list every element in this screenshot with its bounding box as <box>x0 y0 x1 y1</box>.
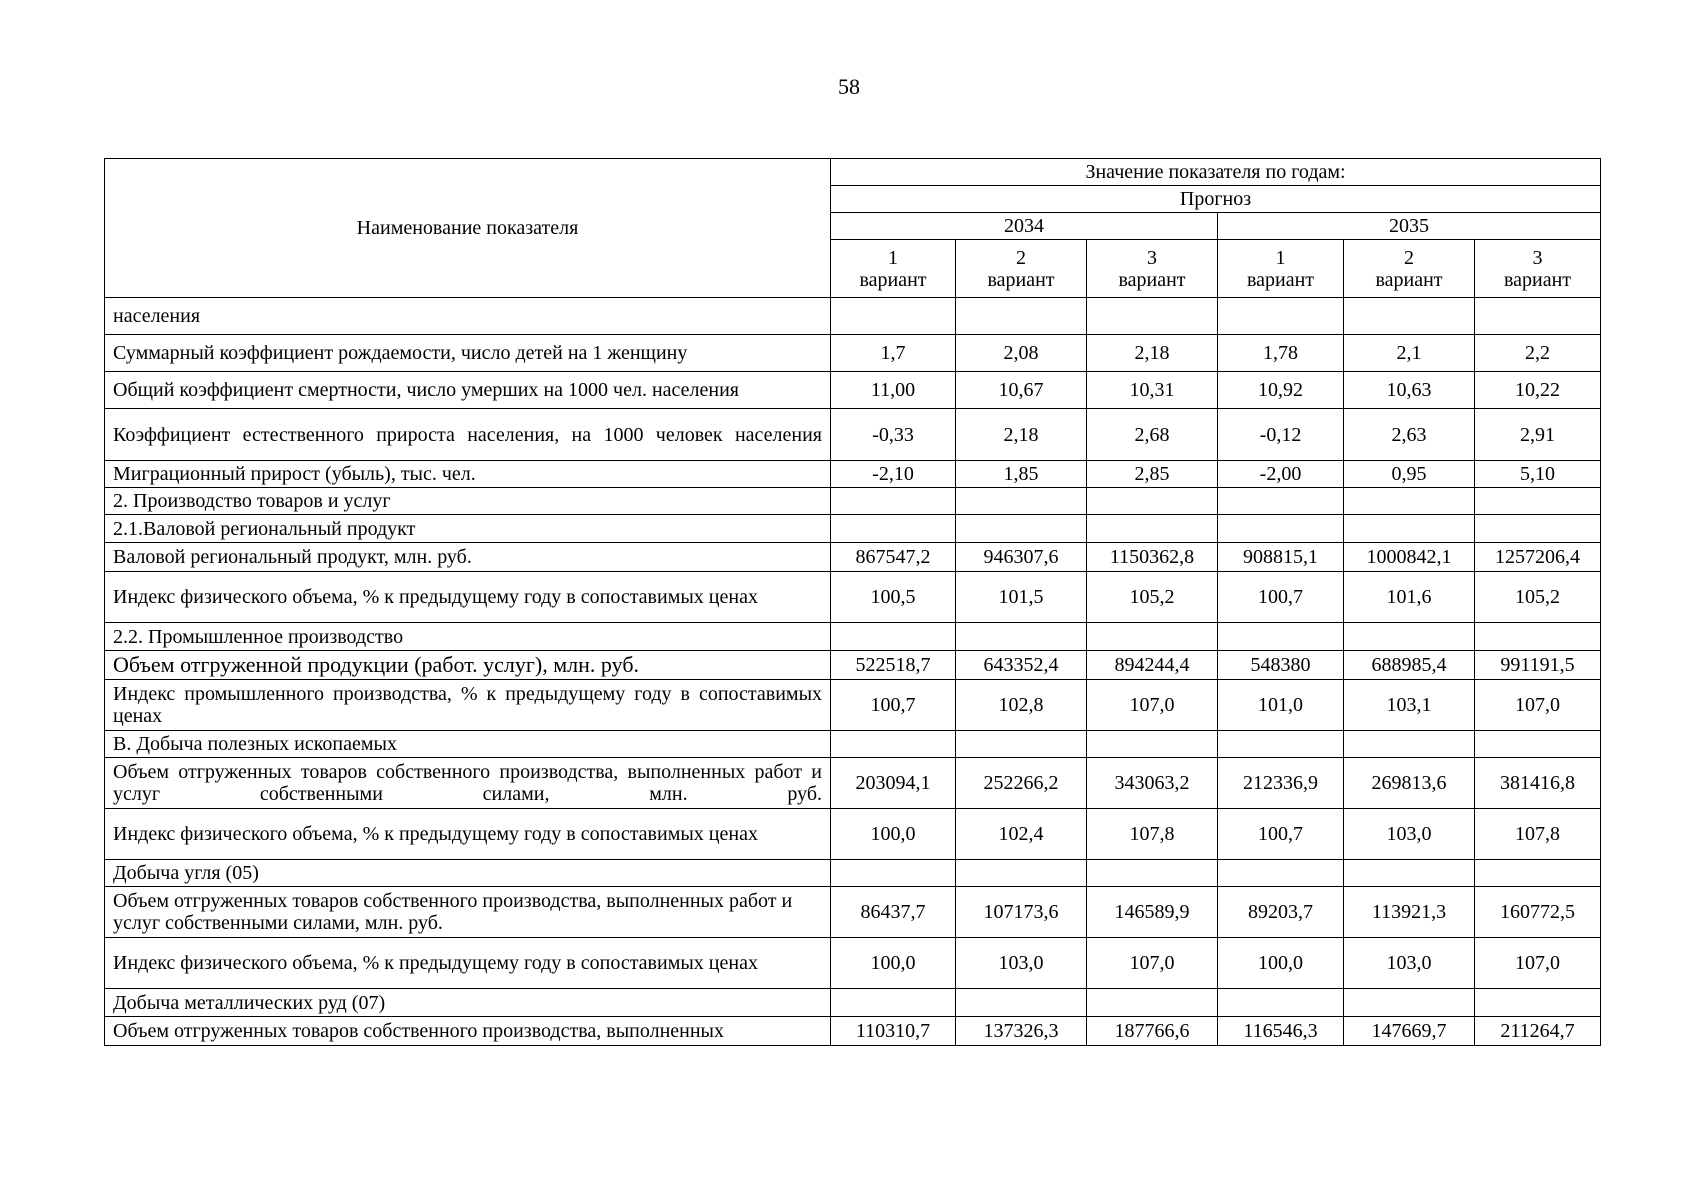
table-row <box>105 758 1601 809</box>
variant-header <box>1475 240 1601 298</box>
indicator-name-cell: Объем отгруженных товаров собственного производства, выполненных <box>105 1017 831 1046</box>
value-cell <box>1218 731 1344 758</box>
value-cell: 1,7 <box>831 335 956 372</box>
value-cell: 203094,1 <box>831 758 956 809</box>
value-cell: 160772,5 <box>1475 887 1601 938</box>
page-number: 58 <box>838 74 860 99</box>
value-cell <box>1344 515 1475 543</box>
value-cell: 101,5 <box>956 572 1087 623</box>
indicator-name-cell: Суммарный коэффициент рождаемости, число детей на 1 женщину <box>105 335 831 372</box>
value-cell <box>1218 515 1344 543</box>
value-cell <box>1344 989 1475 1017</box>
value-cell: 103,0 <box>1344 938 1475 989</box>
indicator-table <box>104 158 1601 1046</box>
value-cell <box>1087 298 1218 335</box>
year-2034-header: 2034 <box>831 213 1218 240</box>
variant-header <box>1087 240 1218 298</box>
value-cell: 548380 <box>1218 651 1344 680</box>
value-cell: 10,31 <box>1087 372 1218 409</box>
indicator-name-cell: Индекс физического объема, % к предыдущему году в сопоставимых ценах <box>105 572 831 623</box>
table-row <box>105 680 1601 731</box>
value-cell: 343063,2 <box>1087 758 1218 809</box>
value-cell: 2,1 <box>1344 335 1475 372</box>
value-cell: 107173,6 <box>956 887 1087 938</box>
value-cell: 10,92 <box>1218 372 1344 409</box>
table-row <box>105 623 1601 651</box>
value-cell <box>1087 623 1218 651</box>
indicator-name-cell: населения <box>105 298 831 335</box>
value-cell <box>956 298 1087 335</box>
value-cell <box>1475 623 1601 651</box>
value-cell <box>1218 989 1344 1017</box>
value-cell: 867547,2 <box>831 543 956 572</box>
variant-number: 1 <box>1275 246 1286 269</box>
value-cell <box>956 731 1087 758</box>
value-cell <box>831 623 956 651</box>
values-by-year-header: Значение показателя по годам: <box>831 159 1601 186</box>
value-cell: 381416,8 <box>1475 758 1601 809</box>
value-cell <box>831 860 956 887</box>
value-cell <box>831 515 956 543</box>
variant-label: вариант <box>1503 268 1572 291</box>
table-row <box>105 572 1601 623</box>
value-cell: 2,18 <box>1087 335 1218 372</box>
value-cell: 100,5 <box>831 572 956 623</box>
value-cell: 100,7 <box>1218 572 1344 623</box>
indicator-name-cell: Добыча металлических руд (07) <box>105 989 831 1017</box>
value-cell: 1,78 <box>1218 335 1344 372</box>
value-cell: 107,0 <box>1087 680 1218 731</box>
table-row <box>105 809 1601 860</box>
value-cell <box>1475 298 1601 335</box>
value-cell: 2,08 <box>956 335 1087 372</box>
value-cell <box>1475 731 1601 758</box>
table-row <box>105 1017 1601 1046</box>
value-cell <box>956 860 1087 887</box>
value-cell <box>1344 731 1475 758</box>
variant-number: 2 <box>1016 246 1026 269</box>
value-cell: 107,0 <box>1475 938 1601 989</box>
value-cell: 107,8 <box>1475 809 1601 860</box>
table-row <box>105 938 1601 989</box>
table-row <box>105 651 1601 680</box>
value-cell: 100,7 <box>831 680 956 731</box>
forecast-header: Прогноз <box>831 186 1601 213</box>
value-cell: 105,2 <box>1087 572 1218 623</box>
value-cell: 86437,7 <box>831 887 956 938</box>
value-cell: 1000842,1 <box>1344 543 1475 572</box>
value-cell: 894244,4 <box>1087 651 1218 680</box>
variant-header <box>1344 240 1475 298</box>
indicator-name-cell: Индекс физического объема, % к предыдущему году в сопоставимых ценах <box>105 938 831 989</box>
value-cell <box>1344 623 1475 651</box>
value-cell: 187766,6 <box>1087 1017 1218 1046</box>
value-cell: 522518,7 <box>831 651 956 680</box>
table-row <box>105 543 1601 572</box>
indicator-name-cell: Индекс промышленного производства, % к предыдущему году в сопоставимых ценах <box>105 680 831 731</box>
year-2035-header: 2035 <box>1218 213 1601 240</box>
value-cell: -0,12 <box>1218 409 1344 461</box>
value-cell <box>1218 860 1344 887</box>
value-cell <box>956 488 1087 515</box>
variant-header <box>956 240 1087 298</box>
value-cell: 103,0 <box>1344 809 1475 860</box>
value-cell: -2,00 <box>1218 461 1344 488</box>
value-cell <box>831 989 956 1017</box>
value-cell <box>1475 989 1601 1017</box>
value-cell: 146589,9 <box>1087 887 1218 938</box>
value-cell <box>1344 298 1475 335</box>
value-cell: 2,2 <box>1475 335 1601 372</box>
variant-label: вариант <box>1375 268 1443 291</box>
indicator-name-cell: 2.1.Валовой региональный продукт <box>105 515 831 543</box>
value-cell: 1150362,8 <box>1087 543 1218 572</box>
indicator-name-cell: B. Добыча полезных ископаемых <box>105 731 831 758</box>
value-cell: 991191,5 <box>1475 651 1601 680</box>
value-cell: 0,95 <box>1344 461 1475 488</box>
value-cell: 211264,7 <box>1475 1017 1601 1046</box>
value-cell: 137326,3 <box>956 1017 1087 1046</box>
value-cell <box>831 488 956 515</box>
value-cell <box>1087 515 1218 543</box>
value-cell: 1257206,4 <box>1475 543 1601 572</box>
value-cell <box>1087 488 1218 515</box>
value-cell: -0,33 <box>831 409 956 461</box>
indicator-name-header: Наименование показателя <box>105 159 831 298</box>
value-cell <box>831 731 956 758</box>
value-cell: 212336,9 <box>1218 758 1344 809</box>
value-cell: 5,10 <box>1475 461 1601 488</box>
value-cell <box>1475 860 1601 887</box>
value-cell: 110310,7 <box>831 1017 956 1046</box>
value-cell <box>1218 488 1344 515</box>
value-cell <box>1344 488 1475 515</box>
table-row <box>105 461 1601 488</box>
value-cell: 103,0 <box>956 938 1087 989</box>
indicator-name-cell: Добыча угля (05) <box>105 860 831 887</box>
variant-label: вариант <box>1246 268 1315 291</box>
variant-label: вариант <box>987 268 1055 291</box>
value-cell: 10,67 <box>956 372 1087 409</box>
indicator-name-cell: Коэффициент естественного прироста населения, на 1000 человек населения <box>105 409 831 461</box>
value-cell: 10,22 <box>1475 372 1601 409</box>
table-body <box>105 298 1601 1046</box>
value-cell: 107,0 <box>1475 680 1601 731</box>
table-row <box>105 409 1601 461</box>
value-cell: 10,63 <box>1344 372 1475 409</box>
table-row <box>105 488 1601 515</box>
value-cell: 2,91 <box>1475 409 1601 461</box>
table-row <box>105 860 1601 887</box>
value-cell: 147669,7 <box>1344 1017 1475 1046</box>
variant-number: 2 <box>1404 246 1414 269</box>
table-header <box>105 159 1601 298</box>
indicator-name-cell: Миграционный прирост (убыль), тыс. чел. <box>105 461 831 488</box>
variant-label: вариант <box>859 268 927 291</box>
value-cell: 102,4 <box>956 809 1087 860</box>
value-cell: 2,68 <box>1087 409 1218 461</box>
variant-label: вариант <box>1118 268 1186 291</box>
value-cell <box>1087 731 1218 758</box>
value-cell: 908815,1 <box>1218 543 1344 572</box>
indicator-name-cell: 2. Производство товаров и услуг <box>105 488 831 515</box>
value-cell <box>831 298 956 335</box>
value-cell: 100,0 <box>831 938 956 989</box>
table-row <box>105 298 1601 335</box>
value-cell: 2,63 <box>1344 409 1475 461</box>
value-cell: 103,1 <box>1344 680 1475 731</box>
value-cell: 100,0 <box>1218 938 1344 989</box>
value-cell: 116546,3 <box>1218 1017 1344 1046</box>
value-cell <box>1475 515 1601 543</box>
value-cell <box>1218 623 1344 651</box>
value-cell <box>956 515 1087 543</box>
value-cell: 107,8 <box>1087 809 1218 860</box>
table-row <box>105 335 1601 372</box>
table-row <box>105 731 1601 758</box>
value-cell: 1,85 <box>956 461 1087 488</box>
value-cell: 100,0 <box>831 809 956 860</box>
variant-header <box>831 240 956 298</box>
variant-number: 3 <box>1532 246 1543 269</box>
value-cell: 11,00 <box>831 372 956 409</box>
table-row <box>105 515 1601 543</box>
table-row <box>105 372 1601 409</box>
indicator-name-cell: Объем отгруженной продукции (работ. услуг), млн. руб. <box>105 651 831 680</box>
value-cell: 688985,4 <box>1344 651 1475 680</box>
value-cell: 252266,2 <box>956 758 1087 809</box>
variant-number: 1 <box>888 246 898 269</box>
value-cell: 100,7 <box>1218 809 1344 860</box>
variant-number: 3 <box>1147 246 1157 269</box>
value-cell: 2,18 <box>956 409 1087 461</box>
table-row <box>105 989 1601 1017</box>
value-cell: 107,0 <box>1087 938 1218 989</box>
indicator-name-cell: Валовой региональный продукт, млн. руб. <box>105 543 831 572</box>
value-cell: 2,85 <box>1087 461 1218 488</box>
value-cell: 105,2 <box>1475 572 1601 623</box>
indicator-name-cell: Индекс физического объема, % к предыдущему году в сопоставимых ценах <box>105 809 831 860</box>
value-cell: 946307,6 <box>956 543 1087 572</box>
value-cell <box>1475 488 1601 515</box>
value-cell <box>1087 860 1218 887</box>
variant-header <box>1218 240 1344 298</box>
indicator-name-cell: Общий коэффициент смертности, число умерших на 1000 чел. населения <box>105 372 831 409</box>
value-cell: 101,6 <box>1344 572 1475 623</box>
value-cell: 643352,4 <box>956 651 1087 680</box>
value-cell <box>1218 298 1344 335</box>
value-cell: 113921,3 <box>1344 887 1475 938</box>
value-cell <box>1087 989 1218 1017</box>
indicator-name-cell: 2.2. Промышленное производство <box>105 623 831 651</box>
value-cell <box>1344 860 1475 887</box>
value-cell: 269813,6 <box>1344 758 1475 809</box>
table-row <box>105 887 1601 938</box>
value-cell: 101,0 <box>1218 680 1344 731</box>
value-cell <box>956 623 1087 651</box>
indicator-name-cell: Объем отгруженных товаров собственного производства, выполненных работ и услуг собственными силами, млн. руб. <box>105 887 831 938</box>
value-cell: 102,8 <box>956 680 1087 731</box>
value-cell <box>956 989 1087 1017</box>
value-cell: -2,10 <box>831 461 956 488</box>
indicator-name-cell: Объем отгруженных товаров собственного производства, выполненных работ и услуг собственными силами, млн. руб. <box>105 758 831 809</box>
value-cell: 89203,7 <box>1218 887 1344 938</box>
